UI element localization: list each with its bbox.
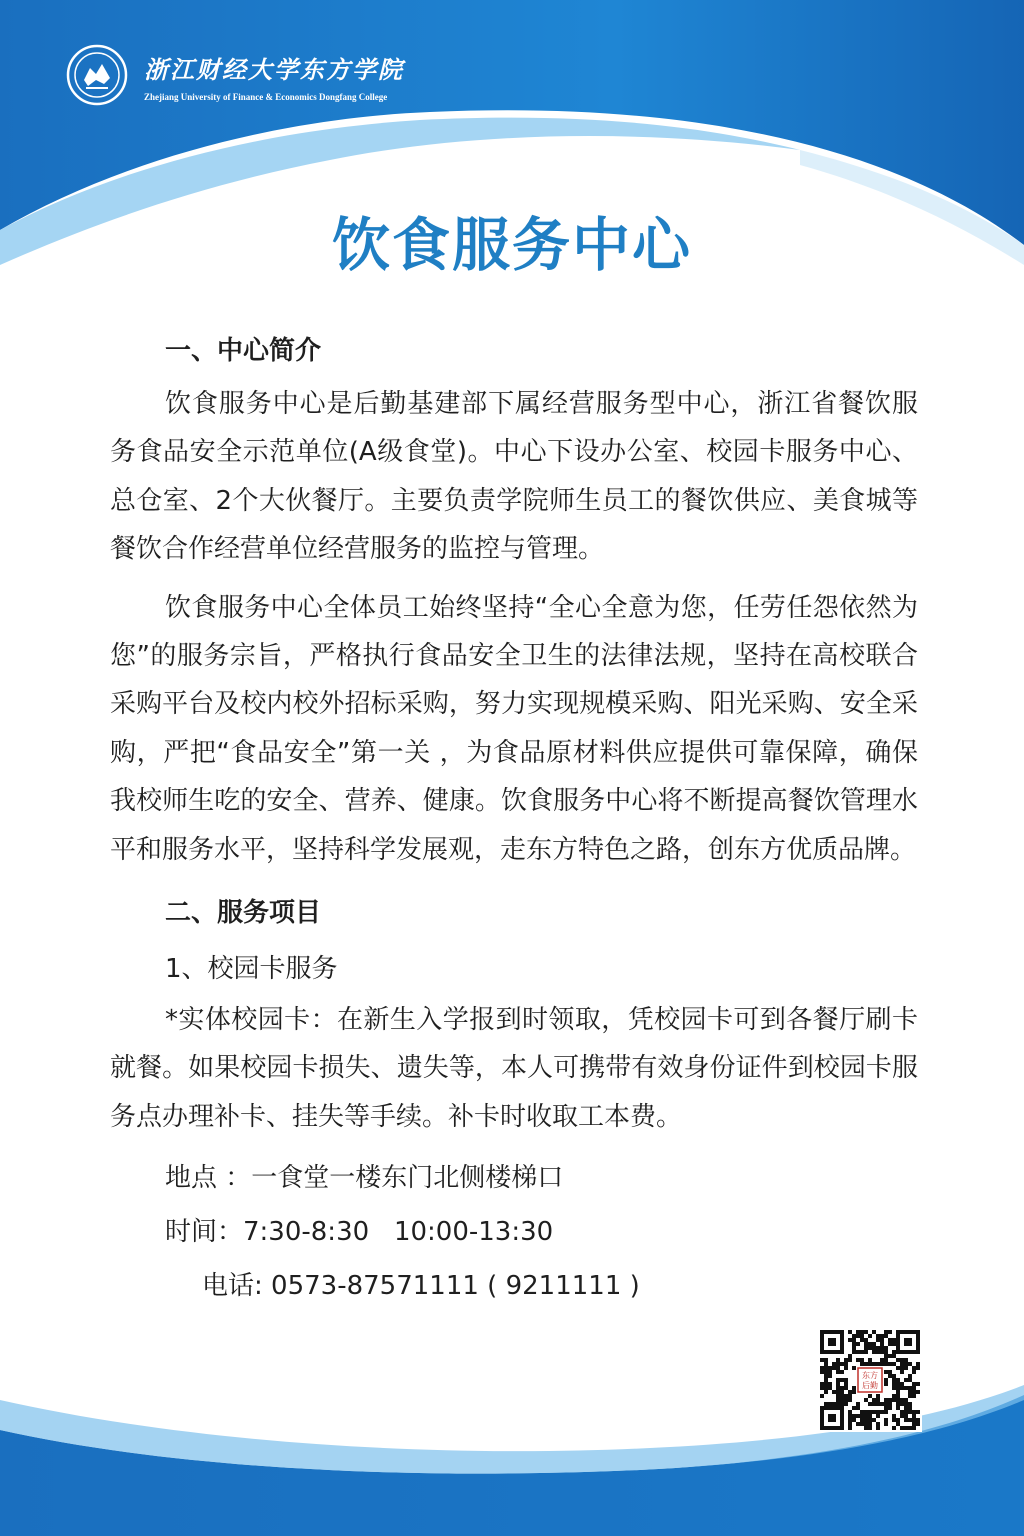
school-name-cn: 浙江财经大学东方学院 xyxy=(144,55,404,84)
qr-badge-text-top: 东方 xyxy=(862,1371,878,1380)
intro-paragraph-1: 饮食服务中心是后勤基建部下属经营服务型中心，浙江省餐饮服务食品安全示范单位(A级食堂)。中心下设办公室、校园卡服务中心、总仓室、2个大伙餐厅。主要负责学院师生员工的餐饮供应、美食城等餐饮合作经营单位经营服务的监控与管理。 xyxy=(110,389,918,565)
intro-paragraph-2: 饮食服务中心全体员工始终坚持“全心全意为您，任劳任怨依然为您”的服务宗旨，严格执行食品安全卫生的法律法规，坚持在高校联合采购平台及校内校外招标采购，努力实现规模采购、阳光采购、安全采购，严把“食品安全”第一关 ，为食品原材料供应提供可靠保障，确保我校师生吃的安全、营养、健康。饮食服务中心将不断提高餐饮管理水平和服务水平，坚持科学发展观，走东方特色之路，创东方优质品牌。 xyxy=(110,592,918,865)
section-heading-services: 二、服务项目 xyxy=(165,898,322,929)
main-content xyxy=(110,322,918,1313)
qr-badge-text-bottom: 后勤 xyxy=(862,1381,878,1390)
service-item-campus-card: 1、校园卡服务 xyxy=(165,954,338,985)
qr-code-icon xyxy=(818,1328,922,1432)
section-heading-intro: 一、中心简介 xyxy=(165,336,322,366)
service-phone: 电话: 0573-87571111 ( 9211111 ) xyxy=(202,1271,640,1302)
school-emblem-icon xyxy=(66,44,128,106)
page-title: 饮食服务中心 xyxy=(331,211,692,279)
service-hours: 时间：7:30-8:30 10:00-13:30 xyxy=(165,1217,554,1248)
school-name-en: Zhejiang University of Finance & Economics Dongfang College xyxy=(144,92,388,102)
campus-card-paragraph: *实体校园卡：在新生入学报到时领取，凭校园卡可到各餐厅刷卡就餐。如果校园卡损失、遗失等，本人可携带有效身份证件到校园卡服务点办理补卡、挂失等手续。补卡时收取工本费。 xyxy=(110,1005,918,1132)
service-location: 地点 ：一食堂一楼东门北侧楼梯口 xyxy=(165,1163,564,1194)
